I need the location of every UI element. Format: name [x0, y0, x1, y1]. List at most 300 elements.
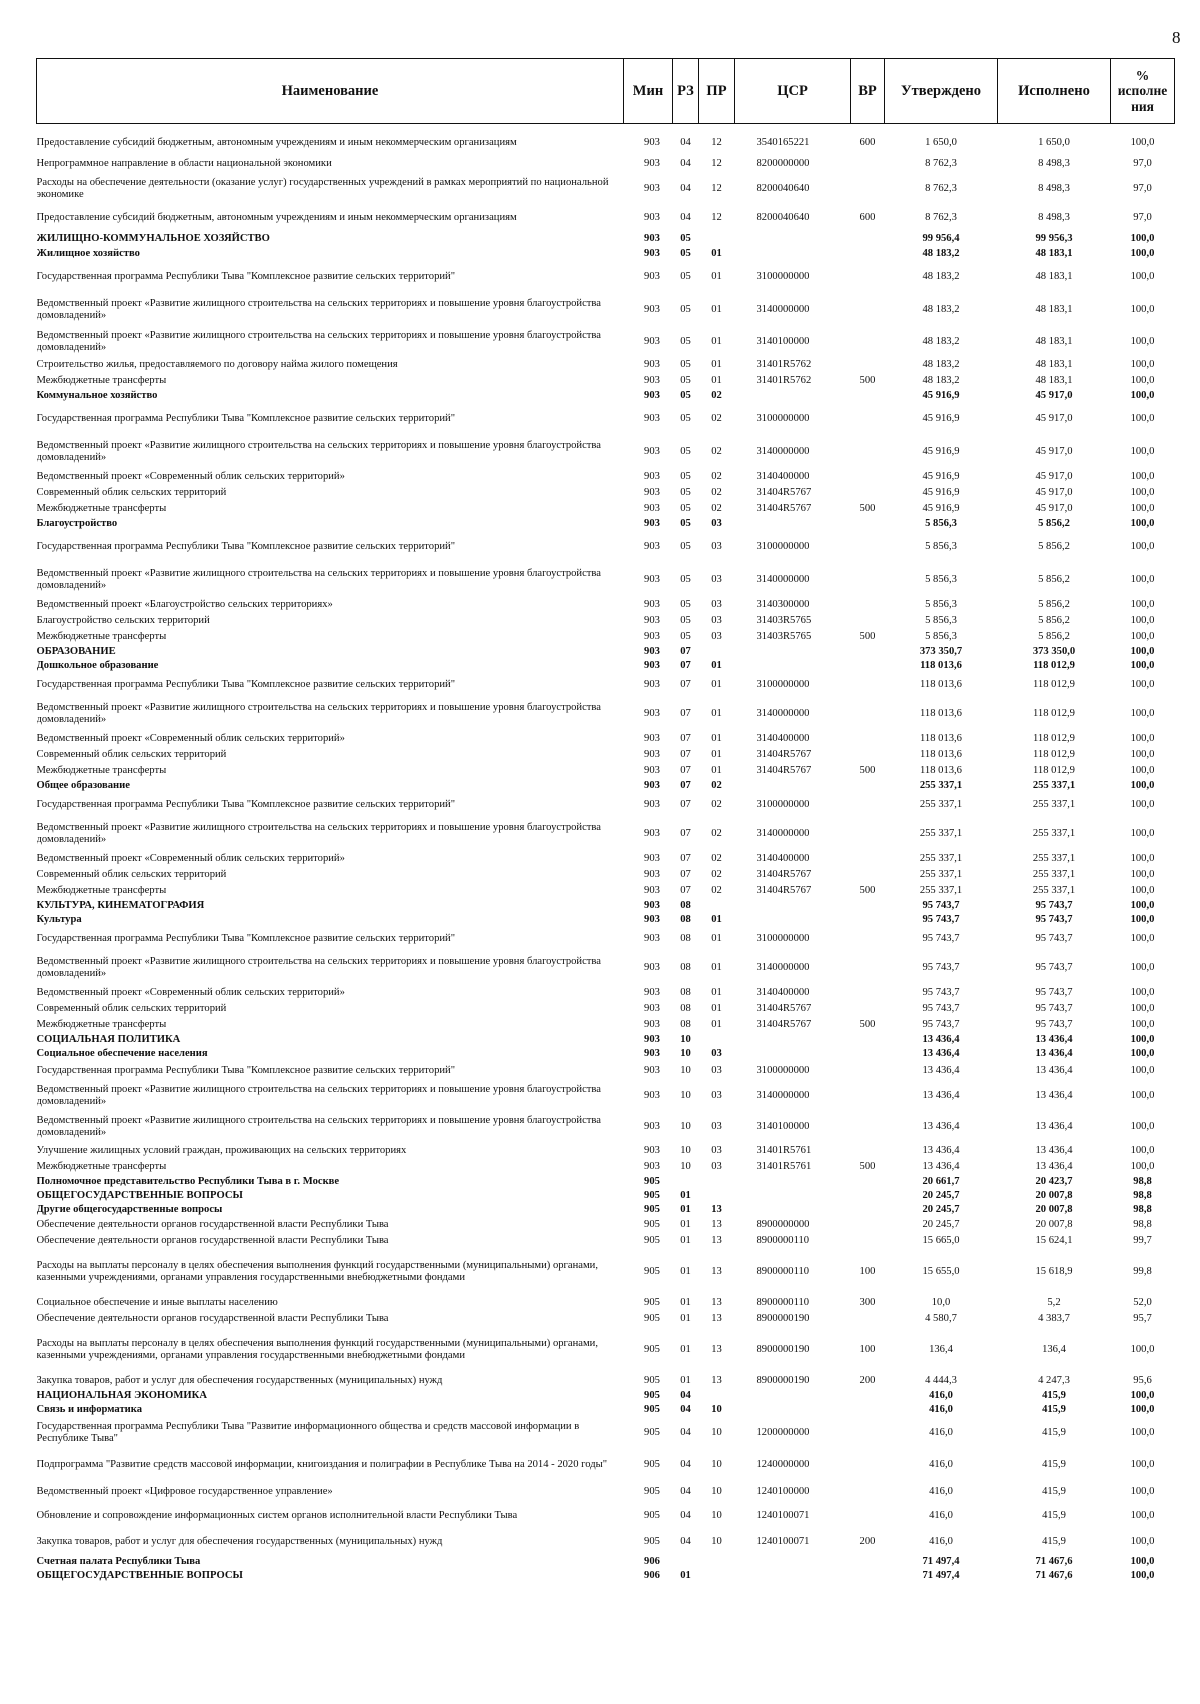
cell-vr: 600 [859, 211, 876, 223]
cell-min: 903 [644, 232, 660, 244]
cell-min: 903 [644, 884, 660, 896]
cell-vr [851, 563, 885, 597]
cell-approved: 118 013,6 [920, 678, 962, 690]
cell-percent: 100,0 [1130, 1144, 1155, 1156]
cell-approved: 118 013,6 [920, 707, 962, 719]
cell-percent: 100,0 [1130, 1389, 1155, 1401]
cell-percent: 100,0 [1130, 1403, 1155, 1415]
cell-pr: 01 [711, 732, 722, 744]
cell-name: Предоставление субсидий бюджетным, автономным учреждениям и иным некоммерческим организациям [36, 136, 517, 148]
table-row [37, 899, 1175, 913]
cell-approved: 20 245,7 [922, 1218, 960, 1230]
cell-pr: 02 [711, 389, 722, 401]
table-row [37, 1203, 1175, 1217]
cell-pr: 01 [711, 358, 722, 370]
table-row [37, 1143, 1175, 1159]
cell-name: Государственная программа Республики Тыва "Комплексное развитие сельских территорий" [36, 798, 456, 810]
cell-percent: 100,0 [1130, 899, 1155, 911]
cell-approved: 95 743,7 [922, 899, 960, 911]
cell-name: Коммунальное хозяйство [36, 389, 158, 401]
cell-min: 903 [644, 707, 660, 719]
cell-rz: 05 [680, 486, 691, 498]
cell-approved: 8 762,3 [925, 182, 957, 194]
cell-name: НАЦИОНАЛЬНАЯ ЭКОНОМИКА [36, 1389, 207, 1401]
cell-name: Ведомственный проект «Развитие жилищного строительства на сельских территориях и повышение уровня благоустройства домовладений» [36, 1083, 601, 1107]
cell-min: 903 [644, 798, 660, 810]
cell-vr [851, 597, 885, 613]
cell-min: 903 [644, 764, 660, 776]
cell-approved: 5 856,3 [925, 540, 957, 552]
cell-percent: 100,0 [1130, 1555, 1155, 1567]
cell-percent: 100,0 [1130, 470, 1155, 482]
cell-percent: 100,0 [1130, 1160, 1155, 1172]
cell-executed: 255 337,1 [1032, 852, 1076, 864]
cell-approved: 118 013,6 [920, 659, 962, 671]
cell-approved: 5 856,3 [925, 614, 957, 626]
cell-approved: 8 762,3 [925, 211, 957, 223]
cell-rz: 10 [680, 1160, 691, 1172]
cell-vr [851, 985, 885, 1001]
cell-csr: 3100000000 [756, 1064, 810, 1076]
cell-csr: 3140000000 [756, 445, 810, 457]
cell-name: Ведомственный проект «Благоустройство сельских территориях» [36, 598, 333, 610]
table-row [37, 779, 1175, 793]
table-row [37, 597, 1175, 613]
cell-pr [699, 231, 735, 247]
cell-min: 903 [644, 868, 660, 880]
cell-min: 905 [644, 1343, 660, 1355]
cell-csr: 3140000000 [756, 961, 810, 973]
cell-pr: 02 [711, 445, 722, 457]
cell-name: Ведомственный проект «Развитие жилищного строительства на сельских территориях и повышение уровня благоустройства домовладений» [36, 1114, 601, 1138]
cell-executed: 13 436,4 [1035, 1089, 1073, 1101]
cell-percent: 100,0 [1130, 598, 1155, 610]
cell-csr: 31401R5762 [756, 358, 812, 370]
cell-pr: 01 [711, 986, 722, 998]
cell-rz: 07 [680, 827, 691, 839]
cell-csr [735, 659, 851, 673]
cell-vr [851, 1143, 885, 1159]
cell-name: Ведомственный проект «Развитие жилищного строительства на сельских территориях и повышение уровня благоустройства домовладений» [36, 329, 601, 353]
cell-pr: 03 [711, 517, 722, 529]
cell-approved: 4 580,7 [925, 1312, 957, 1324]
cell-executed: 13 436,4 [1035, 1033, 1073, 1045]
cell-csr: 31401R5761 [756, 1144, 812, 1156]
cell-csr: 3100000000 [756, 932, 810, 944]
cell-percent: 100,0 [1130, 748, 1155, 760]
cell-pr: 01 [711, 913, 722, 925]
cell-executed: 136,4 [1042, 1343, 1066, 1355]
cell-approved: 95 743,7 [922, 913, 960, 925]
cell-rz: 07 [680, 732, 691, 744]
cell-approved: 8 762,3 [925, 157, 957, 169]
cell-approved: 255 337,1 [919, 798, 963, 810]
cell-approved: 45 916,9 [922, 486, 960, 498]
cell-percent: 100,0 [1130, 335, 1155, 347]
cell-pr [699, 1033, 735, 1047]
cell-vr: 200 [859, 1374, 876, 1386]
cell-approved: 99 956,4 [922, 232, 960, 244]
table-row [37, 1233, 1175, 1249]
cell-csr [735, 1389, 851, 1403]
cell-executed: 118 012,9 [1033, 764, 1075, 776]
cell-min: 903 [644, 1064, 660, 1076]
cell-percent: 100,0 [1130, 1343, 1155, 1355]
cell-min: 903 [644, 779, 660, 791]
cell-name: Благоустройство сельских территорий [36, 614, 210, 626]
table-row [37, 1555, 1175, 1569]
cell-pr: 03 [711, 1144, 722, 1156]
cell-executed: 415,9 [1042, 1426, 1066, 1438]
cell-executed: 95 743,7 [1035, 1002, 1073, 1014]
cell-approved: 416,0 [929, 1389, 953, 1401]
cell-executed: 8 498,3 [1038, 211, 1070, 223]
cell-rz: 10 [680, 1064, 691, 1076]
cell-rz: 10 [680, 1047, 691, 1059]
table-row [37, 469, 1175, 485]
cell-min: 903 [644, 1002, 660, 1014]
cell-name: ЖИЛИЩНО-КОММУНАЛЬНОЕ ХОЗЯЙСТВО [36, 232, 270, 244]
cell-csr [735, 1033, 851, 1047]
cell-name: Непрограммное направление в области национальной экономики [36, 157, 332, 169]
cell-pr: 02 [711, 412, 722, 424]
cell-rz [673, 1555, 699, 1569]
cell-min: 903 [644, 358, 660, 370]
cell-approved: 71 497,4 [922, 1555, 960, 1567]
cell-pr: 12 [711, 182, 722, 194]
table-row [37, 563, 1175, 597]
cell-percent: 100,0 [1130, 1018, 1155, 1030]
table-row [37, 131, 1175, 155]
cell-rz: 04 [680, 1403, 691, 1415]
cell-vr [851, 747, 885, 763]
cell-rz: 05 [680, 502, 691, 514]
cell-approved: 71 497,4 [922, 1569, 960, 1581]
cell-percent: 98,8 [1133, 1175, 1152, 1187]
cell-min: 905 [644, 1218, 660, 1230]
cell-approved: 48 183,2 [922, 303, 960, 315]
cell-vr [851, 1111, 885, 1143]
table-row [37, 435, 1175, 469]
cell-percent: 100,0 [1130, 1569, 1155, 1581]
cell-csr: 31404R5767 [756, 884, 812, 896]
header-csr: ЦСР [735, 59, 851, 124]
cell-name: Счетная палата Республики Тыва [36, 1555, 201, 1567]
cell-csr [735, 645, 851, 659]
cell-rz: 04 [680, 136, 691, 148]
cell-name: Расходы на выплаты персоналу в целях обеспечения выполнения функций государственными (муниципальными) органами, казенными учреждениями, органами управления государственными внебюджетными фондами [36, 1259, 598, 1283]
table-row [37, 1403, 1175, 1417]
cell-rz: 10 [680, 1144, 691, 1156]
cell-name: Жилищное хозяйство [36, 247, 140, 259]
cell-csr [735, 913, 851, 927]
cell-name: Современный облик сельских территорий [36, 868, 227, 880]
cell-name: Полномочное представительство Республики Тыва в г. Москве [36, 1175, 340, 1187]
cell-pr: 10 [711, 1458, 722, 1470]
cell-csr [735, 1203, 851, 1217]
cell-csr: 3140000000 [756, 303, 810, 315]
cell-csr: 1240000000 [756, 1458, 810, 1470]
spacer-row [37, 124, 1175, 132]
cell-percent: 100,0 [1130, 1458, 1155, 1470]
cell-name: Государственная программа Республики Тыва "Комплексное развитие сельских территорий" [36, 540, 456, 552]
cell-percent: 100,0 [1130, 630, 1155, 642]
cell-pr: 03 [711, 598, 722, 610]
cell-min: 903 [644, 335, 660, 347]
cell-csr [735, 779, 851, 793]
cell-csr: 8900000190 [756, 1374, 810, 1386]
cell-name: Межбюджетные трансферты [36, 1018, 167, 1030]
cell-min: 903 [644, 136, 660, 148]
cell-pr: 03 [711, 614, 722, 626]
cell-csr: 8900000110 [756, 1234, 810, 1246]
cell-pr: 03 [711, 1120, 722, 1132]
cell-vr [851, 357, 885, 373]
cell-percent: 100,0 [1130, 732, 1155, 744]
cell-pr: 02 [711, 779, 722, 791]
cell-approved: 45 916,9 [922, 389, 960, 401]
cell-approved: 5 856,3 [925, 630, 957, 642]
cell-percent: 100,0 [1130, 303, 1155, 315]
spacer-cell [37, 124, 1175, 132]
cell-min: 905 [644, 1458, 660, 1470]
cell-csr: 8200040640 [756, 211, 810, 223]
cell-min: 903 [644, 182, 660, 194]
cell-approved: 5 856,3 [925, 517, 957, 529]
cell-rz: 08 [680, 961, 691, 973]
cell-executed: 71 467,6 [1035, 1569, 1073, 1581]
cell-min: 903 [644, 157, 660, 169]
cell-csr: 31404R5767 [756, 502, 812, 514]
cell-min: 903 [644, 748, 660, 760]
cell-vr: 500 [859, 502, 876, 514]
cell-percent: 100,0 [1130, 659, 1155, 671]
cell-vr [851, 793, 885, 817]
cell-pr: 10 [711, 1403, 722, 1415]
cell-pr: 01 [711, 335, 722, 347]
cell-name: Государственная программа Республики Тыва "Комплексное развитие сельских территорий" [36, 412, 456, 424]
cell-approved: 416,0 [929, 1458, 953, 1470]
cell-approved: 95 743,7 [922, 986, 960, 998]
cell-name: КУЛЬТУРА, КИНЕМАТОГРАФИЯ [36, 899, 205, 911]
cell-pr: 13 [711, 1203, 722, 1215]
cell-vr: 100 [859, 1343, 876, 1355]
cell-min: 905 [644, 1312, 660, 1324]
cell-csr: 3140300000 [756, 598, 810, 610]
cell-approved: 416,0 [929, 1426, 953, 1438]
cell-approved: 416,0 [929, 1485, 953, 1497]
cell-percent: 100,0 [1130, 779, 1155, 791]
cell-vr: 500 [859, 1160, 876, 1172]
cell-csr [735, 1555, 851, 1569]
cell-csr: 3140400000 [756, 470, 810, 482]
table-row [37, 1175, 1175, 1189]
cell-rz: 04 [680, 182, 691, 194]
cell-pr: 02 [711, 827, 722, 839]
cell-rz: 07 [680, 884, 691, 896]
cell-percent: 100,0 [1130, 136, 1155, 148]
table-row [37, 913, 1175, 927]
cell-vr: 500 [859, 764, 876, 776]
cell-name: Обеспечение деятельности органов государственной власти Республики Тыва [36, 1234, 389, 1246]
cell-approved: 255 337,1 [919, 827, 963, 839]
cell-approved: 5 856,3 [925, 573, 957, 585]
cell-approved: 45 916,9 [922, 445, 960, 457]
cell-executed: 48 183,1 [1035, 335, 1073, 347]
cell-rz: 08 [680, 1018, 691, 1030]
cell-vr [851, 697, 885, 731]
cell-percent: 100,0 [1130, 270, 1155, 282]
cell-approved: 416,0 [929, 1509, 953, 1521]
cell-pr: 01 [711, 764, 722, 776]
cell-vr [851, 173, 885, 205]
cell-name: Благоустройство [36, 517, 118, 529]
cell-pr: 12 [711, 211, 722, 223]
cell-vr [851, 1001, 885, 1017]
table-row [37, 951, 1175, 985]
cell-csr: 8900000110 [756, 1296, 810, 1308]
cell-rz: 05 [680, 389, 691, 401]
table-row [37, 793, 1175, 817]
cell-name: Ведомственный проект «Современный облик сельских территорий» [36, 470, 345, 482]
cell-min: 903 [644, 517, 660, 529]
cell-vr [851, 155, 885, 173]
cell-min: 905 [644, 1509, 660, 1521]
cell-rz: 04 [680, 1485, 691, 1497]
cell-approved: 13 436,4 [922, 1064, 960, 1076]
cell-approved: 373 350,7 [919, 645, 963, 657]
cell-name: Обеспечение деятельности органов государственной власти Республики Тыва [36, 1218, 389, 1230]
cell-pr: 01 [711, 659, 722, 671]
cell-name: Ведомственный проект «Развитие жилищного строительства на сельских территориях и повышение уровня благоустройства домовладений» [36, 701, 601, 725]
table-row [37, 1481, 1175, 1503]
table-row [37, 517, 1175, 531]
cell-min: 903 [644, 986, 660, 998]
cell-pr [699, 1175, 735, 1189]
cell-csr [735, 1175, 851, 1189]
cell-rz: 07 [680, 678, 691, 690]
cell-vr [851, 1569, 885, 1583]
cell-min: 903 [644, 303, 660, 315]
cell-executed: 118 012,9 [1033, 732, 1075, 744]
cell-percent: 100,0 [1130, 707, 1155, 719]
cell-rz: 01 [680, 1296, 691, 1308]
cell-csr [735, 247, 851, 261]
cell-vr [851, 613, 885, 629]
cell-rz: 05 [680, 630, 691, 642]
cell-csr: 1240100071 [756, 1509, 810, 1521]
cell-executed: 71 467,6 [1035, 1555, 1073, 1567]
cell-csr: 8900000190 [756, 1312, 810, 1324]
cell-rz: 10 [680, 1033, 691, 1045]
cell-pr: 10 [711, 1509, 722, 1521]
cell-rz: 01 [680, 1374, 691, 1386]
cell-vr [851, 927, 885, 951]
cell-rz: 01 [680, 1569, 691, 1581]
cell-rz: 07 [680, 779, 691, 791]
cell-percent: 100,0 [1130, 1064, 1155, 1076]
table-row [37, 613, 1175, 629]
cell-csr: 3140000000 [756, 827, 810, 839]
cell-approved: 10,0 [931, 1296, 951, 1308]
cell-csr: 31401R5762 [756, 374, 812, 386]
table-row [37, 373, 1175, 389]
cell-min: 905 [644, 1426, 660, 1438]
cell-name: Ведомственный проект «Цифровое государственное управление» [36, 1485, 333, 1497]
cell-rz: 01 [680, 1343, 691, 1355]
table-row [37, 247, 1175, 261]
cell-percent: 97,0 [1133, 211, 1152, 223]
cell-name: Ведомственный проект «Современный облик сельских территорий» [36, 986, 345, 998]
cell-percent: 100,0 [1130, 517, 1155, 529]
cell-rz: 08 [680, 986, 691, 998]
cell-name: Ведомственный проект «Развитие жилищного строительства на сельских территориях и повышение уровня благоустройства домовладений» [36, 297, 601, 321]
cell-vr: 500 [859, 630, 876, 642]
cell-pr [699, 1189, 735, 1203]
cell-percent: 98,8 [1133, 1218, 1152, 1230]
table-row [37, 531, 1175, 563]
cell-vr [851, 1233, 885, 1249]
cell-executed: 415,9 [1042, 1485, 1066, 1497]
cell-approved: 13 436,4 [922, 1120, 960, 1132]
cell-rz: 05 [680, 598, 691, 610]
cell-executed: 1 650,0 [1038, 136, 1070, 148]
cell-approved: 416,0 [929, 1403, 953, 1415]
cell-csr: 8900000000 [756, 1218, 810, 1230]
cell-pr: 02 [711, 798, 722, 810]
cell-executed: 5 856,2 [1038, 598, 1070, 610]
cell-rz: 01 [680, 1234, 691, 1246]
cell-min: 903 [644, 470, 660, 482]
cell-rz: 05 [680, 445, 691, 457]
cell-percent: 100,0 [1130, 614, 1155, 626]
cell-rz: 05 [680, 303, 691, 315]
cell-percent: 100,0 [1130, 540, 1155, 552]
cell-percent: 95,6 [1133, 1374, 1152, 1386]
cell-vr [851, 1389, 885, 1403]
cell-vr [851, 1417, 885, 1449]
cell-pr: 01 [711, 932, 722, 944]
cell-min: 905 [644, 1234, 660, 1246]
cell-rz: 01 [680, 1312, 691, 1324]
header-percent: % исполне ния [1111, 59, 1175, 124]
cell-rz: 05 [680, 614, 691, 626]
cell-percent: 100,0 [1130, 645, 1155, 657]
cell-pr [699, 645, 735, 659]
cell-percent: 95,7 [1133, 1312, 1152, 1324]
cell-executed: 48 183,1 [1035, 374, 1073, 386]
cell-approved: 118 013,6 [920, 764, 962, 776]
cell-name: Расходы на выплаты персоналу в целях обеспечения выполнения функций государственными (муниципальными) органами, казенными учреждениями, органами управления государственными внебюджетными фондами [36, 1337, 598, 1361]
cell-name: Государственная программа Республики Тыва "Комплексное развитие сельских территорий" [36, 1064, 456, 1076]
cell-vr [851, 531, 885, 563]
cell-vr [851, 731, 885, 747]
cell-percent: 100,0 [1130, 678, 1155, 690]
table-row [37, 659, 1175, 673]
cell-executed: 373 350,0 [1032, 645, 1076, 657]
cell-approved: 255 337,1 [919, 779, 963, 791]
cell-vr [851, 1033, 885, 1047]
cell-min: 903 [644, 827, 660, 839]
cell-vr [851, 913, 885, 927]
cell-vr [851, 389, 885, 403]
cell-approved: 255 337,1 [919, 868, 963, 880]
cell-approved: 5 856,3 [925, 598, 957, 610]
cell-csr: 8200000000 [756, 157, 810, 169]
cell-csr: 31404R5767 [756, 1018, 812, 1030]
cell-percent: 97,0 [1133, 182, 1152, 194]
cell-percent: 100,0 [1130, 445, 1155, 457]
